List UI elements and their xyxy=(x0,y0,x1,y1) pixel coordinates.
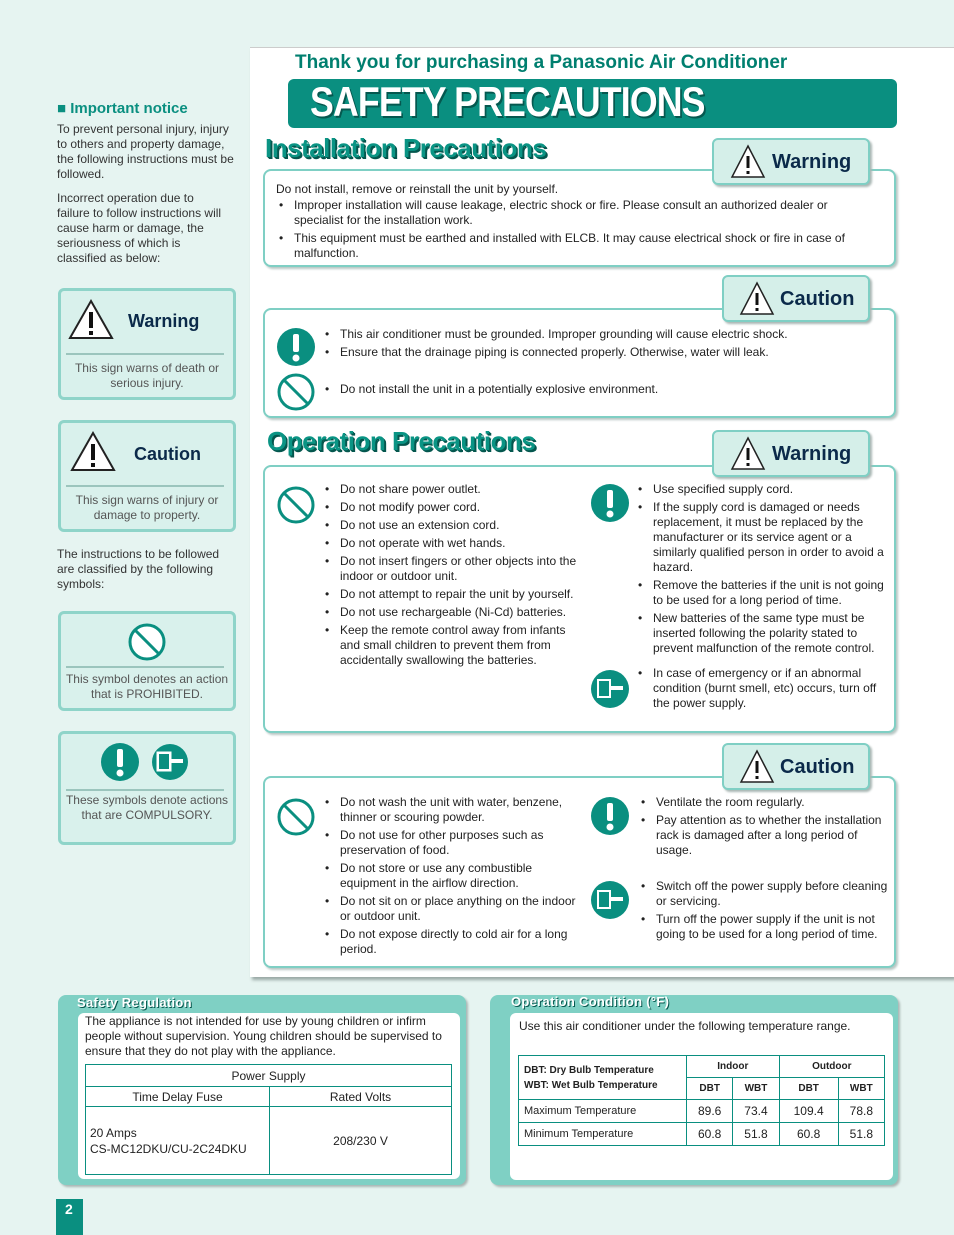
table-cell: 60.8 xyxy=(779,1123,838,1146)
prohibited-icon xyxy=(276,797,316,837)
list-item: • Do not use for other purposes such as preservation of food. xyxy=(322,828,580,858)
operation-caution-unplug-list xyxy=(638,879,888,945)
symbols-intro: The instructions to be followed are classified by the following symbols: xyxy=(57,547,220,591)
unplug-icon xyxy=(590,669,630,709)
legend-divider xyxy=(66,789,224,791)
row-label: Maximum Temperature xyxy=(519,1100,687,1123)
fuse-column-header: Time Delay Fuse xyxy=(86,1087,270,1107)
list-item: • Do not use an extension cord. xyxy=(322,518,580,533)
sub-header: DBT xyxy=(779,1078,838,1100)
operation-caution-compulsory-list xyxy=(638,795,888,861)
table-cell: 51.8 xyxy=(733,1123,779,1146)
list-item: • This air conditioner must be grounded. Improper grounding will cause electric shock. xyxy=(322,327,882,342)
list-item: • If the supply cord is damaged or needs replacement, it must be replaced by the manufacturer or its service agent or a similarly qualified person in order to avoid a hazard. xyxy=(635,500,890,575)
table-cell: 78.8 xyxy=(838,1100,884,1123)
indoor-header: Indoor xyxy=(687,1056,780,1078)
wbt-definition: WBT: Wet Bulb Temperature xyxy=(524,1079,658,1091)
safety-regulation-title: Safety Regulation xyxy=(77,995,192,1010)
list-item: • Use specified supply cord. xyxy=(635,482,890,497)
operation-warning-prohibited-list xyxy=(322,482,580,671)
warning-legend-label: Warning xyxy=(128,311,200,331)
operation-condition-title: Operation Condition (°F) xyxy=(511,994,670,1009)
list-item: • New batteries of the same type must be inserted following the polarity stated to prevent malfunction of the remote control. xyxy=(635,611,890,656)
list-item: • Ensure that the drainage piping is connected properly. Otherwise, water will leak. xyxy=(322,345,882,360)
list-item: • Do not modify power cord. xyxy=(322,500,580,515)
installation-caution-compulsory-list xyxy=(322,327,882,363)
volts-cell: 208/230 V xyxy=(270,1107,452,1175)
temperature-table xyxy=(518,1055,885,1146)
list-item: • Do not attempt to repair the unit by yourself. xyxy=(322,587,580,602)
warning-triangle-icon xyxy=(730,144,766,180)
sub-header: WBT xyxy=(838,1078,884,1100)
table-cell: 73.4 xyxy=(733,1100,779,1123)
unplug-icon xyxy=(590,880,630,920)
table-cell: 89.6 xyxy=(687,1100,733,1123)
fuse-amps: 20 Amps xyxy=(90,1125,137,1140)
thanks-heading: Thank you for purchasing a Panasonic Air Conditioner xyxy=(295,52,788,73)
list-item: • Do not operate with wet hands. xyxy=(322,536,580,551)
exclamation-icon xyxy=(590,796,630,836)
caution-triangle-icon xyxy=(70,430,116,472)
list-item: • This equipment must be earthed and installed with ELCB. It may cause electrical shock or fire in case of malfunction. xyxy=(276,231,876,261)
table-cell: 60.8 xyxy=(687,1123,733,1146)
safety-regulation-text: The appliance is not intended for use by young children or infirm people without supervision. Young children should be supervised to ensure that they do not play with the appliance. xyxy=(85,1014,442,1058)
notice-paragraph-1: To prevent personal injury, injury to others and property damage, the following instructions must be followed. xyxy=(57,122,234,181)
caution-legend-label: Caution xyxy=(134,444,201,464)
definitions-cell xyxy=(519,1056,687,1100)
sub-header: DBT xyxy=(687,1078,733,1100)
installation-warning-list xyxy=(276,198,876,264)
exclamation-icon xyxy=(590,483,630,523)
exclamation-icon xyxy=(100,742,140,782)
row-label: Minimum Temperature xyxy=(519,1123,687,1146)
prohibited-icon xyxy=(127,622,167,662)
list-item: • Remove the batteries if the unit is not going to be used for a long period of time. xyxy=(635,578,890,608)
list-item: • Ventilate the room regularly. xyxy=(638,795,888,810)
warning-legend-text: This sign warns of death or serious injury. xyxy=(74,361,220,390)
installation-caution-box xyxy=(263,308,896,418)
installation-section-title: Installation Precautions xyxy=(265,133,547,163)
table-row xyxy=(519,1100,885,1123)
compulsory-legend xyxy=(58,731,236,845)
list-item: • Do not insert fingers or other objects into the indoor or outdoor unit. xyxy=(322,554,580,584)
list-item: • Keep the remote control away from infants and small children to prevent them from accidentally swallowing the batteries. xyxy=(322,623,580,668)
warning-triangle-icon xyxy=(730,436,766,472)
caution-legend-text: This sign warns of injury or damage to property. xyxy=(75,493,219,522)
important-notice-heading: ■ Important notice xyxy=(57,100,188,117)
list-item: • Do not wash the unit with water, benzene, thinner or scouring powder. xyxy=(322,795,580,825)
operation-warning-unplug-list xyxy=(635,666,890,714)
power-supply-table xyxy=(85,1064,452,1175)
operation-condition-intro: Use this air conditioner under the following temperature range. xyxy=(519,1019,851,1033)
unplug-icon xyxy=(151,743,189,781)
fuse-cell xyxy=(86,1107,270,1175)
table-cell: 51.8 xyxy=(838,1123,884,1146)
prohibited-legend-text: This symbol denotes an action that is PROHIBITED. xyxy=(65,672,229,701)
fuse-model: CS-MC12DKU/CU-2C24DKU xyxy=(90,1141,247,1156)
table-row xyxy=(519,1123,885,1146)
list-item: • Do not share power outlet. xyxy=(322,482,580,497)
prohibited-icon xyxy=(276,372,316,412)
exclamation-icon xyxy=(276,327,316,367)
power-supply-header: Power Supply xyxy=(86,1065,452,1087)
installation-caution-prohibited-list xyxy=(322,382,882,400)
caution-triangle-icon xyxy=(739,281,775,317)
installation-warning-intro: Do not install, remove or reinstall the unit by yourself. xyxy=(276,182,559,196)
operation-caution-label: Caution xyxy=(780,756,855,778)
page-number: 2 xyxy=(56,1199,83,1235)
list-item: • In case of emergency or if an abnormal condition (burnt smell, etc) occurs, turn off the power supply. xyxy=(635,666,890,711)
list-item: • Turn off the power supply if the unit is not going to be used for a long period of time. xyxy=(638,912,888,942)
compulsory-legend-text: These symbols denote actions that are COMPULSORY. xyxy=(65,793,229,822)
list-item: • Do not sit on or place anything on the indoor or outdoor unit. xyxy=(322,894,580,924)
volts-column-header: Rated Volts xyxy=(270,1087,452,1107)
installation-warning-label: Warning xyxy=(772,151,852,173)
operation-caution-prohibited-list xyxy=(322,795,580,960)
installation-caution-label: Caution xyxy=(780,288,855,310)
operation-section-title: Operation Precautions xyxy=(267,426,536,456)
operation-warning-label: Warning xyxy=(772,443,852,465)
list-item: • Do not store or use any combustible equipment in the airflow direction. xyxy=(322,861,580,891)
list-item: • Do not expose directly to cold air for a long period. xyxy=(322,927,580,957)
warning-triangle-icon xyxy=(68,298,114,340)
legend-divider xyxy=(66,353,224,355)
list-item: • Switch off the power supply before cleaning or servicing. xyxy=(638,879,888,909)
dbt-definition: DBT: Dry Bulb Temperature xyxy=(524,1064,654,1076)
operation-warning-compulsory-list xyxy=(635,482,890,659)
outdoor-header: Outdoor xyxy=(779,1056,884,1078)
notice-paragraph-2: Incorrect operation due to failure to follow instructions will cause harm or damage, the seriousness of which is classified as below: xyxy=(57,191,222,265)
legend-divider xyxy=(66,485,224,487)
sub-header: WBT xyxy=(733,1078,779,1100)
list-item: • Do not install the unit in a potentially explosive environment. xyxy=(322,382,882,397)
list-item: • Do not use rechargeable (Ni-Cd) batteries. xyxy=(322,605,580,620)
legend-divider xyxy=(66,666,224,668)
page-title: SAFETY PRECAUTIONS xyxy=(310,78,705,125)
prohibited-icon xyxy=(276,485,316,525)
list-item: • Improper installation will cause leakage, electric shock or fire. Please consult an authorized dealer or specialist for the installation work. xyxy=(276,198,876,228)
list-item: • Pay attention as to whether the installation rack is damaged after a long period of usage. xyxy=(638,813,888,858)
caution-triangle-icon xyxy=(739,749,775,785)
table-cell: 109.4 xyxy=(779,1100,838,1123)
